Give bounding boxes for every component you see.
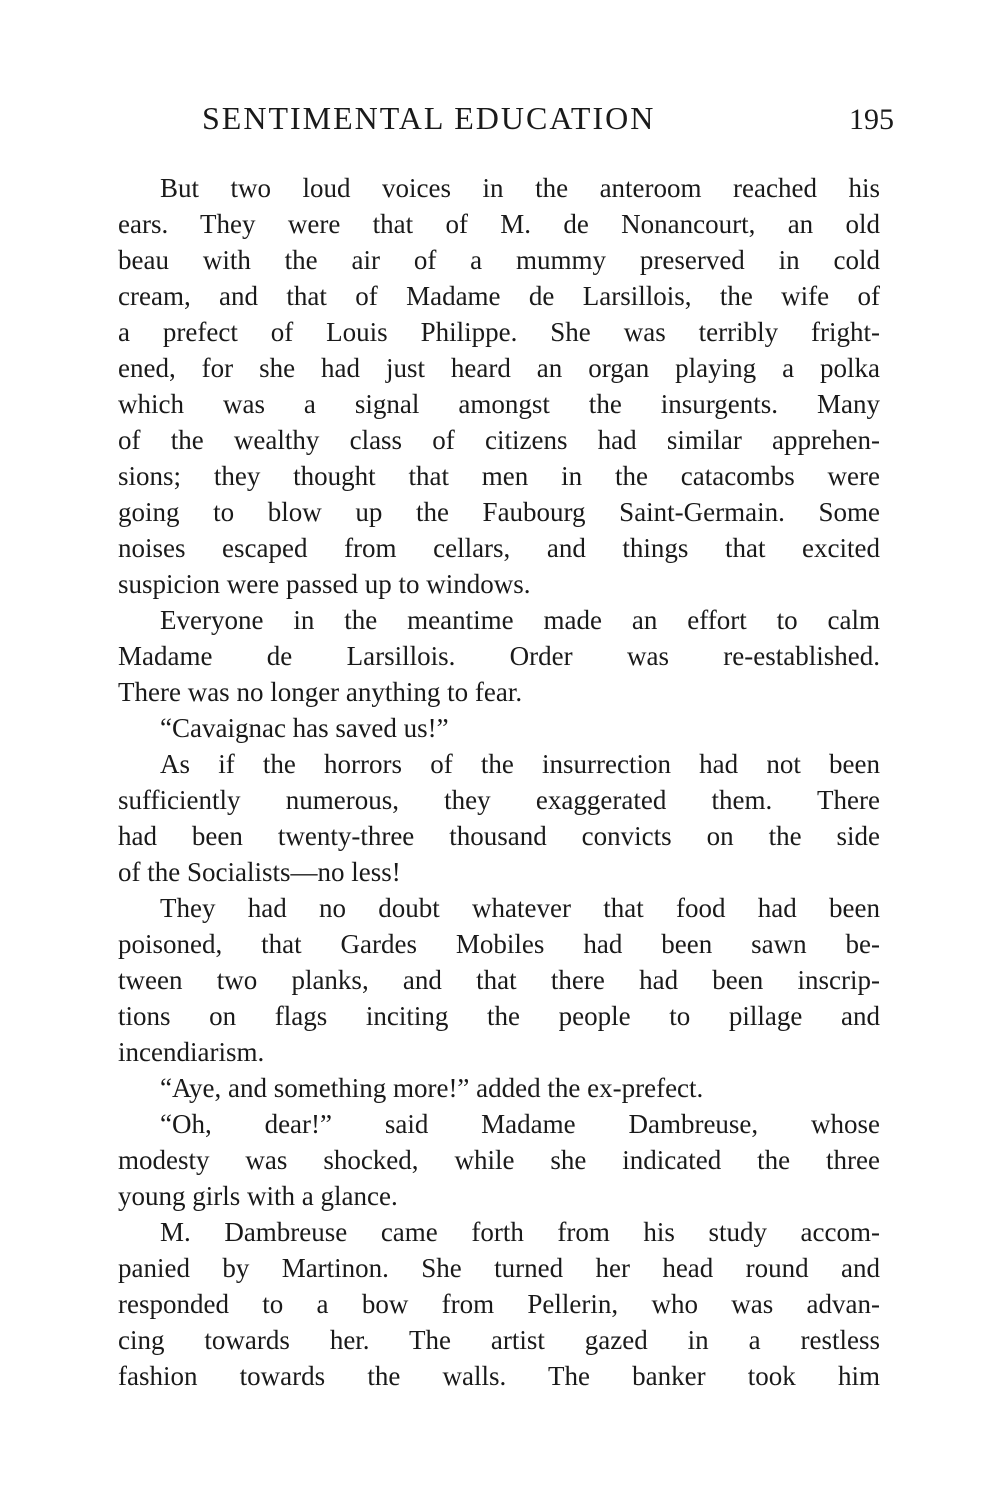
text-line: ened, for she had just heard an organ playing a polka — [118, 353, 880, 383]
text-line: “Aye, and something more!” added the ex-prefect. — [160, 1073, 704, 1103]
running-title: SENTIMENTAL EDUCATION — [202, 100, 656, 136]
text-line: noises escaped from cellars, and things that excited — [118, 533, 880, 563]
page-number: 195 — [849, 103, 894, 136]
text-line: poisoned, that Gardes Mobiles had been sawn be- — [118, 929, 880, 959]
text-line: cream, and that of Madame de Larsillois, the wife of — [118, 281, 880, 311]
text-line: tions on flags inciting the people to pillage and — [118, 1001, 880, 1031]
running-head — [118, 100, 894, 140]
text-line: of the wealthy class of citizens had similar apprehen- — [118, 425, 880, 455]
text-line: But two loud voices in the anteroom reached his — [160, 173, 880, 203]
text-line: a prefect of Louis Philippe. She was terribly fright- — [118, 317, 880, 347]
text-line: cing towards her. The artist gazed in a restless — [118, 1325, 880, 1355]
text-line: incendiarism. — [118, 1037, 265, 1067]
text-line: responded to a bow from Pellerin, who was advan- — [118, 1289, 880, 1319]
text-line: Everyone in the meantime made an effort to calm — [160, 605, 880, 635]
text-line: There was no longer anything to fear. — [118, 677, 523, 707]
text-line: young girls with a glance. — [118, 1181, 398, 1211]
text-line: modesty was shocked, while she indicated the three — [118, 1145, 880, 1175]
text-line: “Cavaignac has saved us!” — [160, 713, 449, 743]
text-line: “Oh, dear!” said Madame Dambreuse, whose — [160, 1109, 880, 1139]
text-line: ears. They were that of M. de Nonancourt, an old — [118, 209, 880, 239]
text-line: going to blow up the Faubourg Saint-Germain. Some — [118, 497, 880, 527]
text-line: Madame de Larsillois. Order was re-established. — [118, 641, 880, 671]
text-line: fashion towards the walls. The banker took him — [118, 1361, 880, 1391]
text-line: of the Socialists—no less! — [118, 857, 401, 887]
text-line: had been twenty-three thousand convicts on the side — [118, 821, 880, 851]
text-line: beau with the air of a mummy preserved in cold — [118, 245, 880, 275]
body-text — [118, 170, 880, 1394]
text-line: sions; they thought that men in the catacombs were — [118, 461, 880, 491]
text-line: As if the horrors of the insurrection had not been — [160, 749, 880, 779]
text-line: sufficiently numerous, they exaggerated them. There — [118, 785, 880, 815]
text-line: tween two planks, and that there had been inscrip- — [118, 965, 880, 995]
text-line: M. Dambreuse came forth from his study accom- — [160, 1217, 880, 1247]
text-line: which was a signal amongst the insurgents. Many — [118, 389, 880, 419]
text-line: They had no doubt whatever that food had been — [160, 893, 880, 923]
text-line: suspicion were passed up to windows. — [118, 569, 531, 599]
text-line: panied by Martinon. She turned her head round and — [118, 1253, 880, 1283]
